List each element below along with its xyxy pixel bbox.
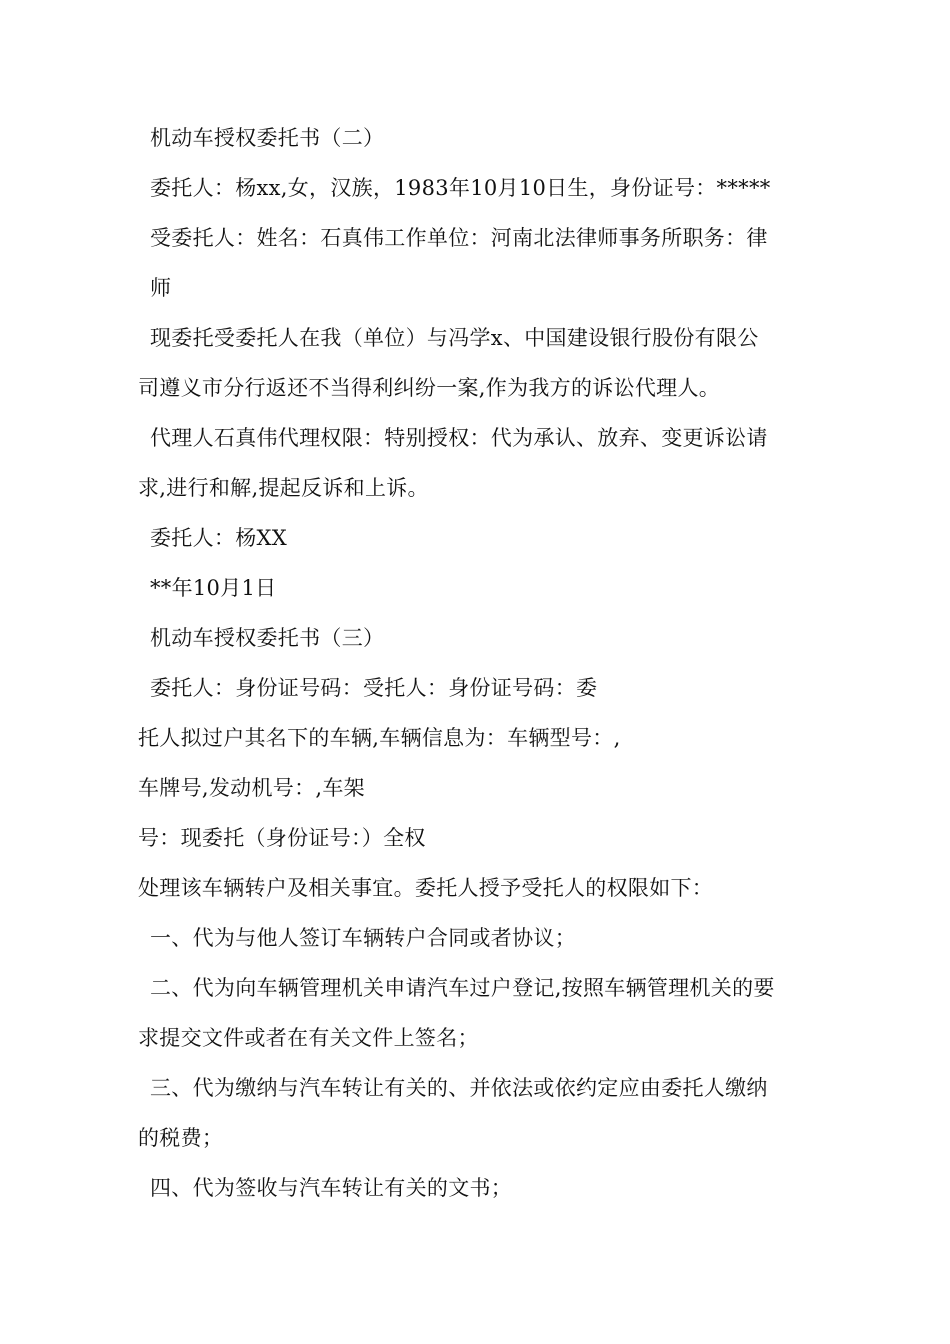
doc-line-signature: 委托人：杨XX [150, 526, 287, 550]
doc-line-chassis: 号：现委托（身份证号：）全权 [138, 826, 426, 850]
doc-line-entrust: 现委托受委托人在我（单位）与冯学x、中国建设银行股份有限公 [150, 326, 759, 350]
doc-item-one: 一、代为与他人签订车辆转户合同或者协议； [150, 926, 576, 950]
doc-line-date: **年10月1日 [150, 576, 277, 600]
doc-item-three-cont: 的税费； [138, 1126, 224, 1150]
doc-line-entrust-cont: 司遵义市分行返还不当得利纠纷一案,作为我方的诉讼代理人。 [138, 376, 721, 400]
doc-item-two-cont: 求提交文件或者在有关文件上签名； [138, 1026, 479, 1050]
doc-item-three: 三、代为缴纳与汽车转让有关的、并依法或依约定应由委托人缴纳 [150, 1076, 768, 1100]
doc-line-parties: 委托人：身份证号码：受托人：身份证号码：委 [150, 676, 598, 700]
doc-line-plate: 车牌号,发动机号：,车架 [138, 776, 365, 800]
doc-line-principal: 委托人：杨xx,女，汉族，1983年10月10日生，身份证号：***** [150, 176, 771, 200]
doc-line-authority-cont: 求,进行和解,提起反诉和上诉。 [138, 476, 429, 500]
doc-line-agent: 受委托人：姓名：石真伟工作单位：河南北法律师事务所职务：律 [150, 226, 768, 250]
doc-line-transfer: 处理该车辆转户及相关事宜。委托人授予受托人的权限如下： [138, 876, 714, 900]
doc-item-four: 四、代为签收与汽车转让有关的文书； [150, 1176, 513, 1200]
doc-heading-three: 机动车授权委托书（三） [150, 626, 385, 650]
doc-heading-two: 机动车授权委托书（二） [150, 126, 385, 150]
doc-item-two: 二、代为向车辆管理机关申请汽车过户登记,按照车辆管理机关的要 [150, 976, 775, 1000]
doc-line-vehicle-info: 托人拟过户其名下的车辆,车辆信息为：车辆型号：, [138, 726, 621, 750]
doc-line-authority: 代理人石真伟代理权限：特别授权：代为承认、放弃、变更诉讼请 [150, 426, 768, 450]
doc-line-agent-cont: 师 [150, 276, 172, 300]
